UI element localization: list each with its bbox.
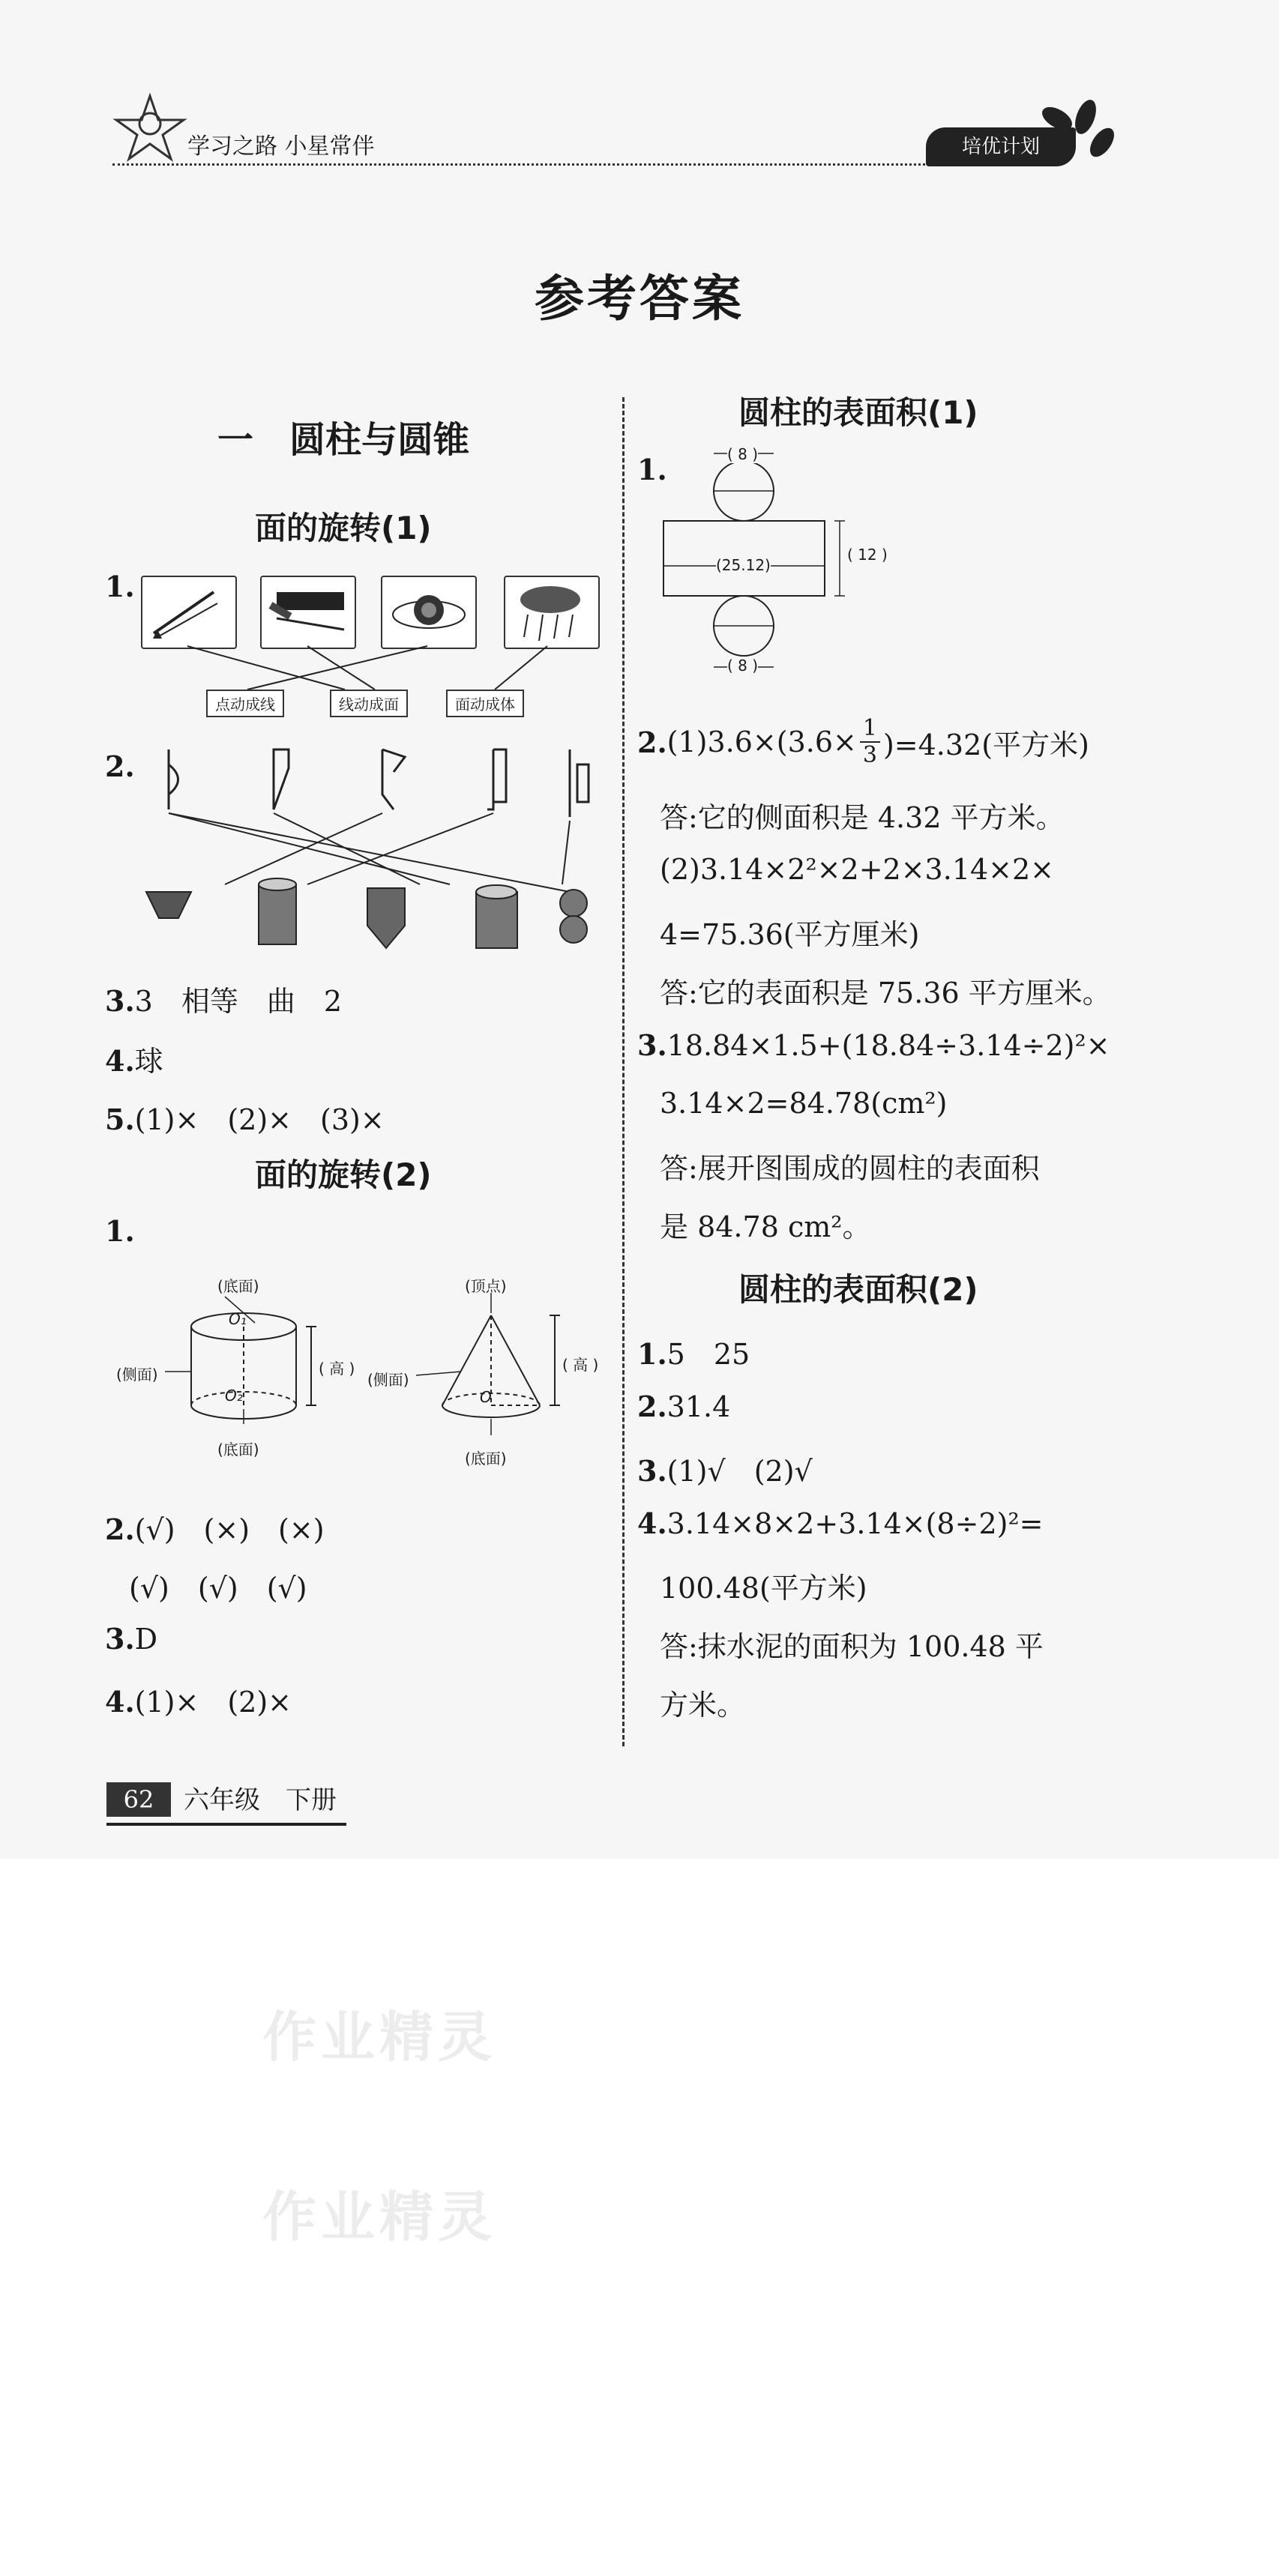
fraction [860,716,880,768]
chapter-title: 一 圆柱与圆锥 [217,419,470,461]
rectangle-length-label: (25.12) [716,556,771,574]
question-number: 1. [105,570,135,603]
label-face-to-solid: 面动成体 [446,690,524,717]
answer-sentence: 方米。 [660,1689,746,1722]
answer-text: 31.4 [666,1390,731,1423]
answer-line [637,1028,1110,1062]
answer-line [637,1390,730,1423]
cone-height-label: ( 高 ) [562,1356,599,1374]
formula-line: 4=75.36(平方厘米) [660,918,920,951]
question-number: 3. [105,984,135,1018]
answer-line [105,1622,157,1656]
answer-sentence: 答:它的表面积是 75.36 平方厘米。 [660,977,1111,1010]
answer-line [105,1097,385,1138]
column-divider [622,397,625,1746]
answer-line [637,1448,813,1489]
fraction-numerator: 1 [860,716,880,743]
answer-line [637,716,1089,768]
answer-line [637,1506,1044,1540]
question-number: 5. [105,1103,135,1136]
section-title: 面的旋转(1) [255,510,432,546]
answer-line [105,1038,163,1079]
fraction-denominator: 3 [862,742,877,768]
answer-text: D [134,1623,158,1656]
cylinder-o2-label: O₂ [225,1387,243,1405]
watermark: 作业精灵 [262,2006,497,2069]
question-number: 4. [105,1044,135,1078]
answer-sentence: 答:展开图围成的圆柱的表面积 [660,1152,1040,1185]
formula-part: )=4.32(平方米) [882,728,1089,761]
rectangle-height-label: ( 12 ) [847,546,888,564]
question-number: 3. [637,1454,667,1488]
formula-line: 3.14×2=84.78(cm²) [660,1087,948,1120]
answer-line [105,1506,325,1548]
cone-bottom-label: (底面) [465,1450,507,1468]
question-number: 4. [105,1685,135,1719]
question-number: 3. [637,1028,667,1062]
question-number: 4. [637,1506,667,1540]
answer-text: (1)√ (2)√ [666,1455,813,1488]
answer-text: (√) (×) (×) [134,1513,325,1546]
answer-sentence: 是 84.78 cm²。 [660,1210,871,1243]
bottom-diameter-label: ( 8 ) [727,657,759,675]
rain-cloud-picture [504,576,600,649]
formula-line: 100.48(平方米) [660,1572,867,1605]
shooting-star-picture [141,576,237,649]
cone-apex-label: (顶点) [465,1277,507,1295]
question-number: 2. [637,1390,667,1423]
answer-text: 5 25 [666,1338,750,1371]
question-number: 1. [637,1337,667,1371]
formula-part: 18.84×1.5+(18.84÷3.14÷2)²× [666,1029,1110,1062]
page-title: 参考答案 [535,270,744,328]
question-number: 3. [105,1622,135,1656]
answer-text: (1)× (2)× (3)× [134,1103,385,1136]
section-title: 圆柱的表面积(1) [738,394,978,431]
question-number: 1. [105,1214,135,1248]
spinning-coin-picture [381,576,477,649]
cylinder-side-label: (侧面) [116,1366,158,1384]
answer-text: 球 [134,1045,163,1078]
cylinder-top-label: (底面) [217,1277,259,1295]
header-rule [112,163,930,166]
page-number: 62 [106,1782,171,1817]
cylinder-bottom-label: (底面) [217,1441,259,1459]
question-number: 2. [105,1512,135,1546]
cone-o-label: O [480,1388,492,1406]
footer-rule [106,1823,346,1826]
answer-line: (√) (√) (√) [129,1572,307,1605]
question-number: 1. [637,453,667,486]
answer-text: 3 相等 曲 2 [134,985,343,1018]
label-line-to-face: 线动成面 [330,690,408,717]
question-number: 2. [637,725,667,759]
rotation-matching-diagram [135,742,615,959]
question-number: 2. [105,749,135,783]
watermark: 作业精灵 [262,2186,497,2248]
answer-line [105,978,342,1019]
answer-text: (1)× (2)× [134,1686,292,1719]
paint-brush-picture [260,576,356,649]
section-title: 圆柱的表面积(2) [738,1271,978,1308]
star-mascot-icon [112,90,187,165]
answer-sentence: 答:抹水泥的面积为 100.48 平 [660,1630,1044,1663]
answer-line [105,1679,292,1720]
top-diameter-label: ( 8 ) [727,445,759,463]
answer-sentence: 答:它的侧面积是 4.32 平方米。 [660,801,1065,834]
cylinder-o1-label: O₁ [229,1310,247,1328]
section-title: 面的旋转(2) [255,1156,432,1193]
answer-line [637,1331,750,1372]
label-point-to-line: 点动成线 [206,690,284,717]
cone-side-label: (侧面) [367,1371,409,1389]
formula-part: (1)3.6×(3.6× [666,726,857,758]
series-badge: 培优计划 [926,127,1076,166]
grade-label: 六年级 下册 [184,1785,337,1815]
leaf-icon [1035,96,1117,163]
header-slogan: 学习之路 小星常伴 [187,133,375,160]
cylinder-height-label: ( 高 ) [319,1360,355,1378]
formula-part: 3.14×8×2+3.14×(8÷2)²= [666,1507,1044,1540]
formula-line: (2)3.14×2²×2+2×3.14×2× [660,853,1055,886]
